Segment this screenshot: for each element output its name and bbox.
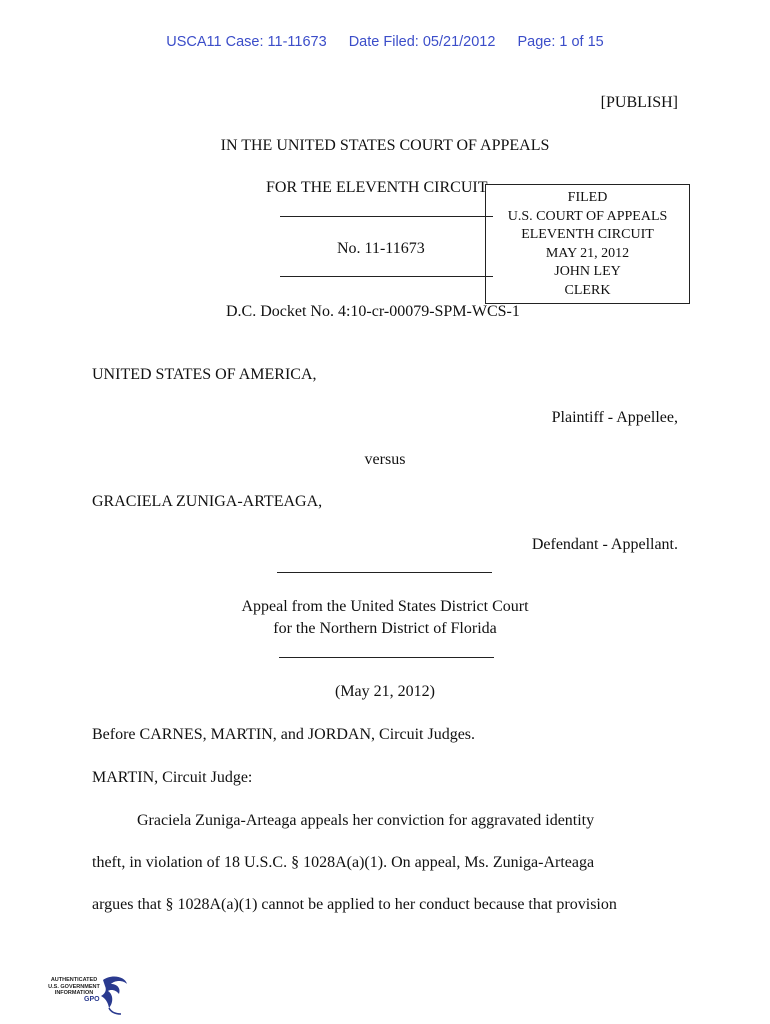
panel-judges: Before CARNES, MARTIN, and JORDAN, Circuit Judges.	[92, 726, 476, 743]
logo-text-government: U.S. GOVERNMENT	[48, 983, 100, 990]
defendant-role: Defendant - Appellant.	[531, 536, 678, 553]
opinion-body-line: theft, in violation of 18 U.S.C. § 1028A(a)(1). On appeal, Ms. Zuniga-Arteaga	[92, 854, 595, 871]
stamp-clerk-name: JOHN LEY	[554, 264, 621, 279]
stamp-date: MAY 21, 2012	[545, 245, 630, 261]
opinion-body-line: Graciela Zuniga-Arteaga appeals her conviction for aggravated identity	[137, 812, 595, 829]
opinion-author: MARTIN, Circuit Judge:	[92, 769, 253, 786]
divider-rule	[280, 276, 493, 277]
plaintiff-name: UNITED STATES OF AMERICA,	[92, 366, 317, 383]
gpo-authenticated-logo	[44, 974, 134, 1018]
stamp-filed: FILED	[567, 190, 608, 205]
pacer-header	[0, 34, 770, 50]
publish-tag: [PUBLISH]	[600, 94, 678, 111]
header-page-count: Page: 1 of 15	[517, 34, 604, 50]
versus-label: versus	[364, 451, 406, 468]
court-title: IN THE UNITED STATES COURT OF APPEALS	[220, 137, 550, 154]
opinion-body-line: argues that § 1028A(a)(1) cannot be applied to her conduct because that provision	[92, 896, 617, 913]
appeal-origin-line2: for the Northern District of Florida	[273, 620, 497, 637]
stamp-clerk-title: CLERK	[564, 282, 611, 298]
stamp-circuit: ELEVENTH CIRCUIT	[521, 227, 654, 242]
eagle-icon	[99, 974, 131, 1016]
header-case-number: USCA11 Case: 11-11673	[166, 34, 327, 50]
stamp-court: U.S. COURT OF APPEALS	[507, 208, 668, 224]
circuit-title: FOR THE ELEVENTH CIRCUIT	[266, 179, 488, 196]
appeal-origin-line1: Appeal from the United States District Court	[241, 598, 529, 615]
header-date-filed: Date Filed: 05/21/2012	[348, 34, 496, 50]
docket-number: D.C. Docket No. 4:10-cr-00079-SPM-WCS-1	[226, 303, 520, 320]
divider-rule	[279, 657, 494, 658]
defendant-name: GRACIELA ZUNIGA-ARTEAGA,	[92, 493, 323, 510]
plaintiff-role: Plaintiff - Appellee,	[551, 409, 678, 426]
filed-stamp	[485, 184, 690, 304]
decision-date: (May 21, 2012)	[335, 683, 435, 700]
logo-text-information: INFORMATION	[54, 990, 94, 996]
case-number: No. 11-11673	[337, 240, 425, 257]
logo-text-authenticated: AUTHENTICATED	[50, 977, 98, 983]
divider-rule	[280, 216, 493, 217]
logo-text-gpo: GPO	[84, 996, 100, 1003]
divider-rule	[277, 572, 492, 573]
